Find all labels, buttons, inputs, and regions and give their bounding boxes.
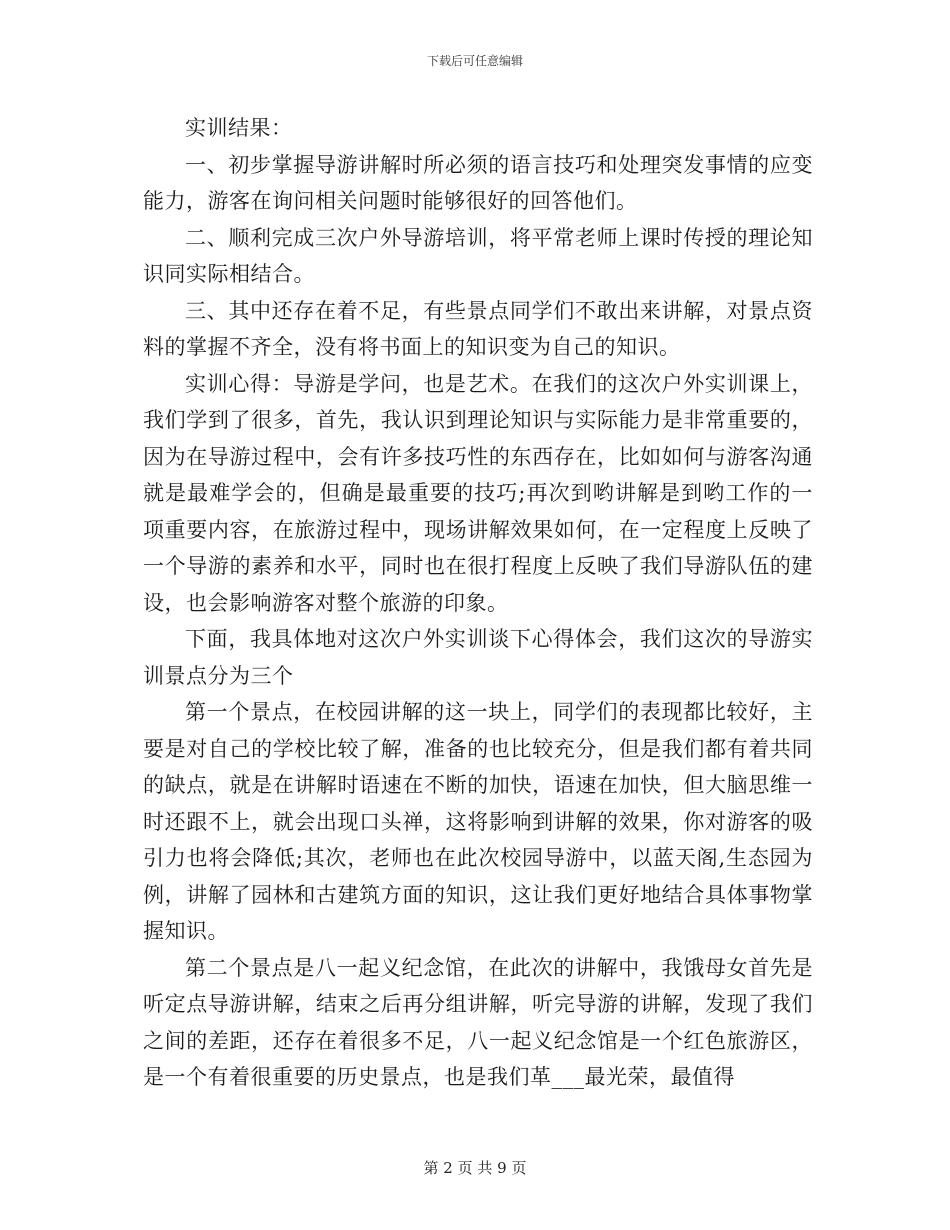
page-header: 下载后可任意编辑 (426, 54, 523, 68)
paragraph: 下面，我具体地对这次户外实训谈下心得体会，我们这次的导游实训景点分为三个 (143, 627, 813, 688)
document-body (143, 110, 813, 1096)
paragraph: 实训结果： (185, 116, 293, 140)
paragraph: 第一个景点，在校园讲解的这一块上，同学们的表现都比较好，主要是对自己的学校比较了解，准备的也比较充分，但是我们都有着共同的缺点，就是在讲解时语速在不断的加快，语速在加快，但大脑思维一时还跟不上，就会出现口头禅，这将影响到讲解的效果，你对游客的吸引力也将会降低;其次，老师也在此次校园导游中，以蓝天阁,生态园为例，讲解了园林和古建筑方面的知识，这让我们更好地结合具体事物掌握知识。 (143, 700, 813, 943)
paragraph: 第二个景点是八一起义纪念馆，在此次的讲解中，我饿母女首先是听定点导游讲解，结束之后再分组讲解，听完导游的讲解，发现了我们之间的差距，还存在着很多不足，八一起义纪念馆是一个红色旅游区，是一个有着很重要的历史景点，也是我们革___最光荣，最值得 (143, 955, 813, 1089)
paragraph: 实训心得：导游是学问，也是艺术。在我们的这次户外实训课上，我们学到了很多，首先，我认识到理论知识与实际能力是非常重要的，因为在导游过程中，会有许多技巧性的东西存在，比如如何与游客沟通就是最难学会的，但确是最重要的技巧;再次到哟讲解是到哟工作的一项重要内容，在旅游过程中，现场讲解效果如何，在一定程度上反映了一个导游的素养和水平，同时也在很打程度上反映了我们导游队伍的建设，也会影响游客对整个旅游的印象。 (143, 371, 813, 615)
paragraph: 一、初步掌握导游讲解时所必须的语言技巧和处理突发事情的应变能力，游客在询问相关问题时能够很好的回答他们。 (143, 152, 813, 213)
page-number: 第 2 页 共 9 页 (423, 1159, 527, 1177)
paragraph: 三、其中还存在着不足，有些景点同学们不敢出来讲解，对景点资料的掌握不齐全，没有将书面上的知识变为自己的知识。 (143, 298, 813, 359)
paragraph: 二、顺利完成三次户外导游培训，将平常老师上课时传授的理论知识同实际相结合。 (143, 225, 813, 286)
